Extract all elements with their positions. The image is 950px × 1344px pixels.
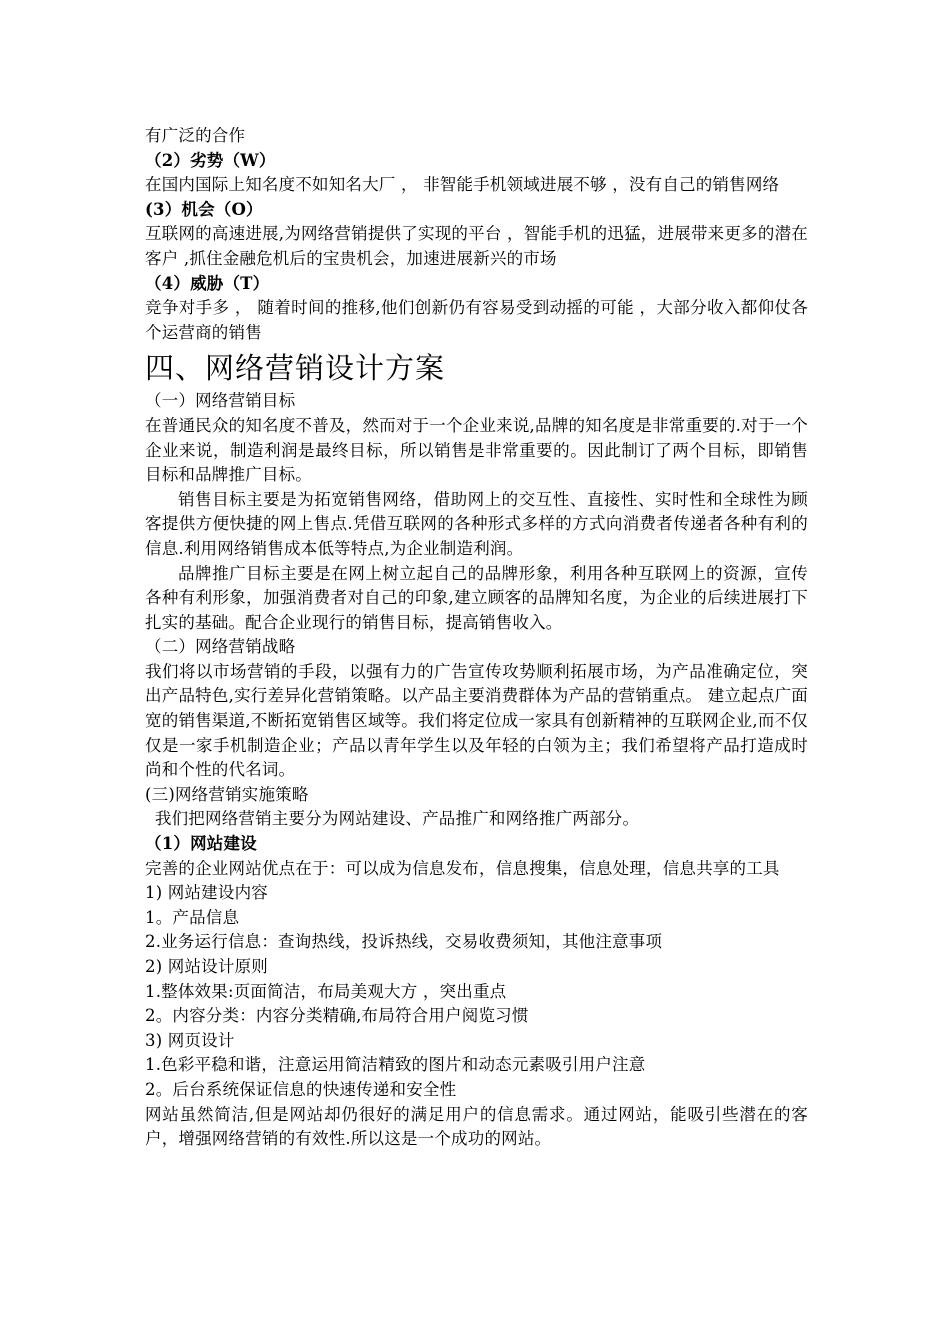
section-4-title: 四、网络营销设计方案 [145, 351, 446, 386]
subsection-1-paragraph-1: 在普通民众的知名度不普及，然而对于一个企业来说,品牌的知名度是非常重要的.对于一个企业来说，制造利润是最终目标，所以销售是非常重要的。因此制订了两个目标，即销售目标和品牌推广目标。 [145, 415, 808, 485]
list-item: 1。产品信息 [145, 907, 240, 927]
subsection-2-paragraph: 我们将以市场营销的手段，以强有力的广告宣传攻势顺利拓展市场，为产品准确定位，突出产品特色,实行差异化营销策略。以产品主要消费群体为产品的营销重点。 建立起点广面宽的销售渠道,不断拓宽销售区域等。我们将定位成一家具有创新精神的互联网企业,而不仅仅是一家手机制造企业；产品以青年学生以及年轻的白领为主；我们希望将产品打造成时尚和个性的代名词。 [145, 661, 808, 780]
paragraph-cooperation: 有广泛的合作 [145, 126, 246, 145]
paragraph-weakness: 在国内国际上知名度不如知名大厂 ， 非智能手机领域进展不够 ，没有自己的销售网络 [145, 175, 780, 195]
list-item: 2。后台系统保证信息的快速传递和安全性 [145, 1079, 457, 1099]
heading-threat: （4）威胁（T） [145, 273, 270, 293]
list-title-page-design: 3) 网页设计 [145, 1030, 235, 1050]
document-page [145, 124, 808, 1152]
subsection-1-paragraph-2: 销售目标主要是为拓宽销售网络，借助网上的交互性、直接性、实时性和全球性为顾客提供方便快捷的网上售点.凭借互联网的各种形式多样的方式向消费者传递者各种有利的信息.利用网络销售成本低等特点,为企业制造利润。 [145, 489, 808, 558]
paragraph-website-advantages: 完善的企业网站优点在于：可以成为信息发布，信息搜集，信息处理，信息共享的工具 [145, 858, 780, 878]
list-item: 2。内容分类：内容分类精确,布局符合用户阅览习惯 [145, 1006, 529, 1026]
subsection-1-title: （一）网络营销目标 [145, 391, 296, 411]
list-title-website-content: 1) 网站建设内容 [145, 883, 268, 903]
subsection-3-title: (三)网络营销实施策略 [145, 784, 309, 804]
paragraph-opportunity: 互联网的高速进展,为网络营销提供了实现的平台 ，智能手机的迅猛，进展带来更多的潜在客户 ,抓住金融危机后的宝贵机会，加速进展新兴的市场 [145, 224, 808, 268]
paragraph-conclusion: 网站虽然简洁,但是网站却仍很好的满足用户的信息需求。通过网站，能吸引些潜在的客户，增强网络营销的有效性.所以这是一个成功的网站。 [145, 1104, 808, 1149]
subsection-1-paragraph-3: 品牌推广目标主要是在网上树立起自己的品牌形象，利用各种互联网上的资源，宣传各种有利形象，加强消费者对自己的印象,建立顾客的品牌知名度，为企业的后续进展打下扎实的基础。配合企业现行的销售目标，提高销售收入。 [145, 563, 808, 632]
list-item: 2.业务运行信息：查询热线，投诉热线，交易收费须知，其他注意事项 [145, 932, 663, 952]
subsection-3-intro: 我们把网络营销主要分为网站建设、产品推广和网络推广两部分。 [154, 809, 640, 829]
heading-weakness: （2）劣势（W） [145, 150, 276, 170]
heading-opportunity: (3）机会（O） [145, 199, 263, 219]
subsection-2-title: （二）网络营销战略 [145, 637, 296, 657]
paragraph-threat: 竞争对手多 ， 随着时间的推移,他们创新仍有容易受到动摇的可能 ，大部分收入都仰仗各个运营商的销售 [145, 298, 808, 342]
list-item: 1.色彩平稳和谐，注意运用简洁精致的图片和动态元素吸引用户注意 [145, 1055, 646, 1075]
heading-website-construction: （1）网站建设 [145, 834, 257, 854]
list-title-design-principles: 2) 网站设计原则 [145, 957, 268, 976]
list-item: 1.整体效果:页面简洁，布局美观大方 ，突出重点 [145, 981, 507, 1001]
